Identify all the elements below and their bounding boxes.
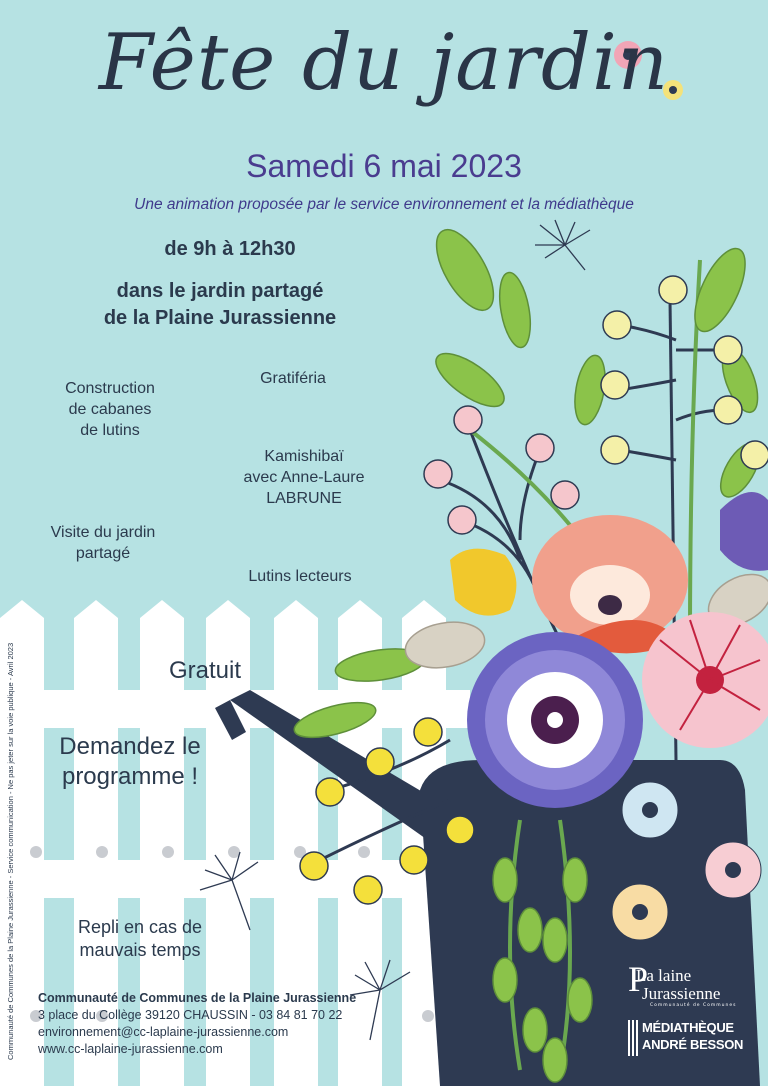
contact-web[interactable]: www.cc-laplaine-jurassienne.com xyxy=(38,1042,223,1056)
contact-email[interactable]: environnement@cc-laplaine-jurassienne.com xyxy=(38,1025,289,1039)
activity-gratiferia: Gratiféria xyxy=(260,370,326,387)
contact-address: 3 place du Collège 39120 CHAUSSIN - 03 84 81 70 22 xyxy=(38,1008,343,1022)
activity-lutins: Lutins lecteurs xyxy=(248,568,352,585)
activity-line: avec Anne-Laure xyxy=(243,469,365,486)
event-date: Samedi 6 mai 2023 xyxy=(246,148,522,184)
mediatheque-logo xyxy=(628,1020,752,1060)
barcode-icon xyxy=(628,1020,640,1056)
event-hours: de 9h à 12h30 xyxy=(164,238,296,260)
poster-title: Fête du jardin xyxy=(98,18,670,108)
logo-med-line-1: MÉDIATHÈQUE xyxy=(642,1020,734,1035)
activity-visite xyxy=(30,522,176,564)
logo-line-2: Jurassienne xyxy=(642,984,721,1003)
bad-weather-note xyxy=(40,916,240,962)
program-callout xyxy=(20,732,240,792)
program-line-2: programme ! xyxy=(61,763,199,790)
place-line-1: dans le jardin partagé xyxy=(116,280,324,302)
free-label: Gratuit xyxy=(168,657,242,684)
activity-line: LABRUNE xyxy=(266,490,342,507)
repli-line-2: mauvais temps xyxy=(79,940,201,960)
event-subtitle: Une animation proposée par le service environnement et la médiathèque xyxy=(134,196,634,213)
contact-block xyxy=(38,990,398,1058)
activity-line: Kamishibaï xyxy=(264,448,344,465)
contact-org: Communauté de Communes de la Plaine Jurassienne xyxy=(38,991,357,1005)
activity-line: partagé xyxy=(75,545,131,562)
activity-line: de lutins xyxy=(80,422,140,439)
logo-med-line-2: ANDRÉ BESSON xyxy=(642,1037,744,1052)
plaine-jurassienne-logo xyxy=(628,960,748,1010)
legal-mention: Communauté de Communes de la Plaine Jurassienne - Service communication - Ne pas jeter sur la voie publique - Avril 2023 xyxy=(6,642,15,1060)
event-place xyxy=(60,278,380,332)
violet-flower xyxy=(467,632,643,808)
place-line-2: de la Plaine Jurassienne xyxy=(103,307,337,329)
logo-big-letter: P xyxy=(628,959,649,999)
activity-cabanes xyxy=(40,378,180,441)
repli-line-1: Repli en cas de xyxy=(77,917,203,937)
program-line-1: Demandez le xyxy=(59,733,201,760)
activity-line: Construction xyxy=(65,380,155,397)
activity-line: Visite du jardin xyxy=(50,524,156,541)
logo-line-1: La laine xyxy=(636,966,692,985)
logo-line-3: Communauté de Communes xyxy=(650,1003,737,1008)
activity-line: de cabanes xyxy=(68,401,152,418)
activity-kamishibai xyxy=(214,446,394,509)
